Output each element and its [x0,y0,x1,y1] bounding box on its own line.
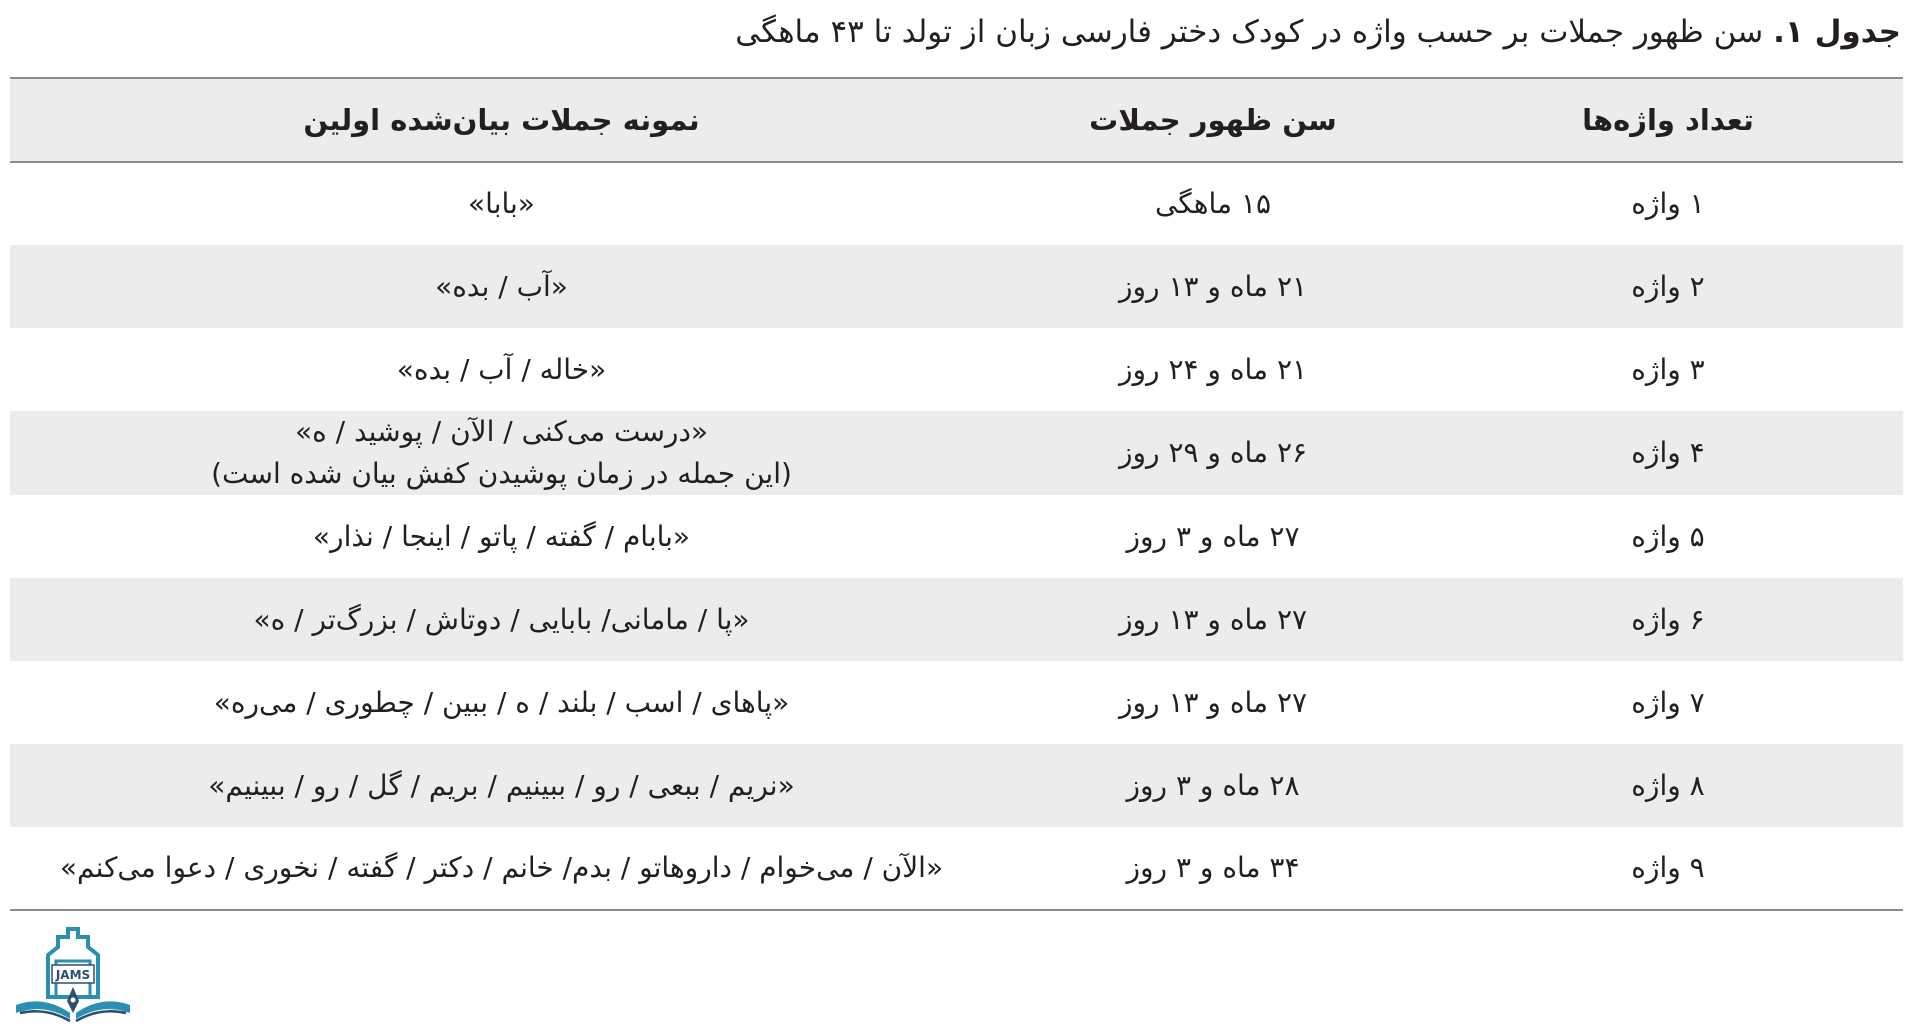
cell-words: ۱ واژه [1631,187,1705,220]
cell-words: ۲ واژه [1631,269,1705,303]
header-words: تعداد واژه‌ها [1582,103,1754,137]
cell-age: ۲۸ ماه و ۳ روز [1126,768,1300,802]
cell-age: ۳۴ ماه و ۳ روز [1126,851,1300,884]
cell-sample: «آب / بده» [435,269,568,303]
table-row [10,661,1903,744]
data-table-container [10,77,1903,911]
table-row [10,411,1903,495]
cell-words: ۹ واژه [1631,851,1705,884]
cell-age: ۲۷ ماه و ۱۳ روز [1118,602,1308,636]
cell-words: ۸ واژه [1631,768,1705,802]
table-row [10,827,1903,910]
cell-sample: «نریم / ببعی / رو / ببینیم / بریم / گل / رو / ببینیم» [208,768,795,802]
cell-sample: «خاله / آب / بده» [396,352,607,386]
caption-text: سن ظهور جملات بر حسب واژه در کودک دختر فارسی زبان از تولد تا ۴۳ ماهگی [735,14,1764,50]
table-caption [735,6,1901,58]
cell-sample: «الآن / می‌خوام / داروهاتو / بدم/ خانم / دکتر / گفته / نخوری / دعوا می‌کنم» [59,851,944,884]
cell-age: ۲۷ ماه و ۳ روز [1126,519,1300,553]
cell-age: ۲۶ ماه و ۲۹ روز [1118,436,1308,469]
cell-age: ۲۷ ماه و ۱۳ روز [1118,685,1308,719]
table-row [10,495,1903,578]
table-header-row [10,78,1903,162]
cell-sample: «بابا» [468,187,535,220]
table-row [10,328,1903,411]
logo-text: JAMS [55,968,91,982]
table-row [10,578,1903,661]
cell-words: ۵ واژه [1631,519,1705,553]
table-row [10,245,1903,328]
cell-words: ۶ واژه [1631,602,1705,636]
cell-age: ۲۱ ماه و ۱۳ روز [1118,269,1308,303]
cell-words: ۷ واژه [1631,685,1705,719]
cell-sample: «بابام / گفته / پاتو / اینجا / نذار» [312,519,691,553]
header-age: سن ظهور جملات [1089,103,1337,137]
cell-age: ۲۱ ماه و ۲۴ روز [1118,352,1308,386]
cell-sample: «پا / مامانی/ بابایی / دوتاش / بزرگ‌تر / ه» [253,602,750,636]
journal-logo-icon [8,925,138,1025]
table-row [10,162,1903,245]
journal-logo-graphic [8,925,138,1025]
cell-sample [10,411,993,495]
table-row [10,744,1903,827]
cell-sample: «پاهای / اسب / بلند / ه / ببین / چطوری / می‌ره» [213,685,790,719]
cell-age: ۱۵ ماهگی [1154,187,1272,220]
caption-label: جدول ۱. [1773,14,1901,50]
cell-sample-note: (این جمله در زمان پوشیدن کفش بیان شده است) [211,457,792,490]
cell-words: ۳ واژه [1631,352,1705,386]
cell-sample-line: «درست می‌کنی / الآن / پوشید / ه» [294,415,709,448]
data-table [10,77,1903,911]
header-sample: نمونه جملات بیان‌شده اولین [303,103,700,137]
cell-words: ۴ واژه [1631,436,1705,469]
